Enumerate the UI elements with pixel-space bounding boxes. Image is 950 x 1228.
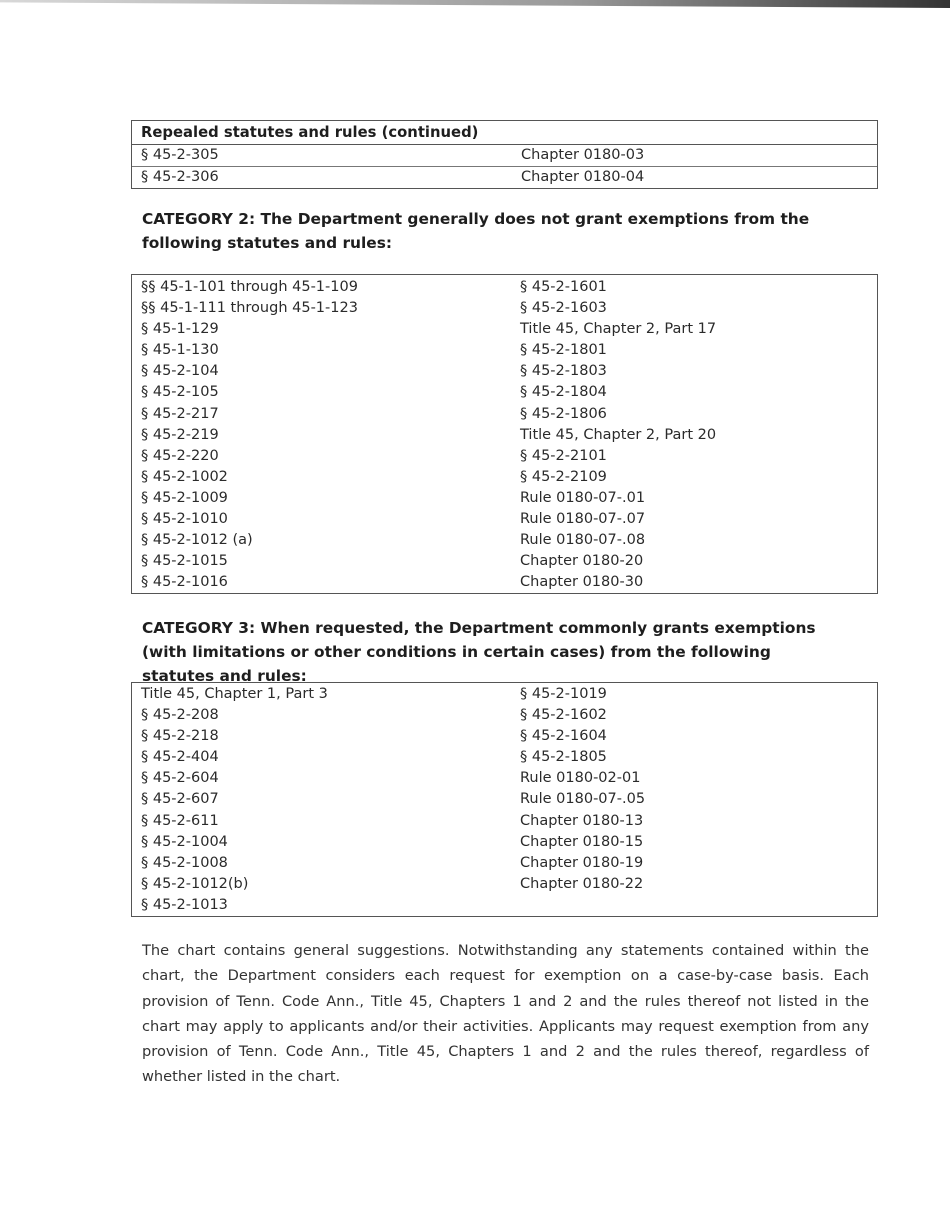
category3-table bbox=[131, 682, 878, 917]
table-cell bbox=[520, 895, 877, 916]
table-cell: § 45-2-305 bbox=[141, 147, 219, 163]
table-cell: § 45-2-1010 bbox=[141, 511, 228, 528]
table-row bbox=[132, 319, 877, 340]
table-cell: Title 45, Chapter 2, Part 17 bbox=[520, 321, 717, 338]
table-cell: Rule 0180-07-.01 bbox=[520, 489, 646, 506]
table-row bbox=[132, 572, 877, 593]
table-cell: § 45-2-1602 bbox=[520, 707, 607, 724]
table-row bbox=[132, 530, 877, 551]
table-cell: § 45-1-129 bbox=[141, 321, 219, 338]
table-cell: § 45-2-220 bbox=[141, 447, 219, 464]
table-cell: Chapter 0180-04 bbox=[521, 169, 645, 185]
table-cell: Chapter 0180-20 bbox=[520, 553, 644, 570]
table-row bbox=[132, 340, 877, 361]
table-cell: § 45-2-208 bbox=[141, 707, 219, 724]
table-cell: § 45-2-219 bbox=[141, 426, 219, 443]
table-cell: § 45-2-607 bbox=[141, 791, 219, 808]
table-cell: § 45-1-130 bbox=[141, 342, 219, 359]
table-cell: § 45-2-1004 bbox=[141, 833, 228, 850]
scan-edge-shadow bbox=[0, 0, 950, 8]
table-cell: § 45-2-105 bbox=[141, 384, 219, 401]
table-row bbox=[132, 832, 877, 853]
table-cell: Chapter 0180-15 bbox=[520, 833, 644, 850]
table-cell: § 45-2-2109 bbox=[520, 468, 607, 485]
table-cell: Rule 0180-02-01 bbox=[520, 770, 641, 787]
table-cell: § 45-2-604 bbox=[141, 770, 219, 787]
table-row bbox=[132, 404, 877, 425]
table-cell: § 45-2-1806 bbox=[520, 405, 607, 422]
table-cell: § 45-2-1016 bbox=[141, 574, 228, 591]
table-cell: § 45-2-1803 bbox=[520, 363, 607, 380]
table-cell: Chapter 0180-13 bbox=[520, 812, 644, 829]
table-row bbox=[132, 789, 877, 810]
table-cell: Chapter 0180-22 bbox=[520, 875, 644, 892]
table-cell: § 45-2-1002 bbox=[141, 468, 228, 485]
table-row bbox=[132, 874, 877, 895]
table-row bbox=[132, 747, 877, 768]
table-cell: Title 45, Chapter 1, Part 3 bbox=[141, 686, 328, 702]
table-row bbox=[132, 361, 877, 382]
table-cell: Rule 0180-07-.05 bbox=[520, 791, 646, 808]
table-row bbox=[132, 382, 877, 403]
table-cell: § 45-2-306 bbox=[141, 169, 219, 185]
table-cell: Rule 0180-07-.08 bbox=[520, 532, 646, 549]
category2-table bbox=[131, 274, 878, 594]
table-cell: Chapter 0180-03 bbox=[521, 147, 645, 163]
table-row bbox=[132, 488, 877, 509]
table-row bbox=[132, 705, 877, 726]
table-cell: Chapter 0180-19 bbox=[520, 854, 644, 871]
table-cell: § 45-2-218 bbox=[141, 728, 219, 745]
table-cell: § 45-2-1804 bbox=[520, 384, 607, 401]
table-row bbox=[132, 551, 877, 572]
table-cell: § 45-2-1008 bbox=[141, 854, 228, 871]
table-cell: §§ 45-1-101 through 45-1-109 bbox=[141, 279, 358, 295]
table-cell: § 45-2-104 bbox=[141, 363, 219, 380]
table-cell: Rule 0180-07-.07 bbox=[520, 511, 646, 528]
repealed-table bbox=[131, 120, 878, 189]
repealed-table-header: Repealed statutes and rules (continued) bbox=[132, 121, 877, 145]
table-cell: § 45-2-1015 bbox=[141, 553, 228, 570]
table-cell: § 45-2-1801 bbox=[520, 342, 607, 359]
table-row bbox=[132, 768, 877, 789]
category3-heading: CATEGORY 3: When requested, the Department commonly grants exemptions (with limitations or other conditions in certain cases) from the following statutes and rules: bbox=[142, 619, 816, 685]
table-cell: § 45-2-404 bbox=[141, 749, 219, 766]
table-cell: § 45-2-1019 bbox=[520, 686, 607, 702]
table-cell: Chapter 0180-30 bbox=[520, 574, 644, 591]
table-row bbox=[132, 425, 877, 446]
table-cell: § 45-2-611 bbox=[141, 812, 219, 829]
table-row bbox=[132, 853, 877, 874]
table-cell: Title 45, Chapter 2, Part 20 bbox=[520, 426, 717, 443]
table-row bbox=[132, 467, 877, 488]
table-row bbox=[132, 509, 877, 530]
table-row bbox=[132, 277, 877, 298]
table-cell: § 45-2-217 bbox=[141, 405, 219, 422]
table-cell: §§ 45-1-111 through 45-1-123 bbox=[141, 300, 358, 317]
table-row bbox=[132, 298, 877, 319]
table-cell: § 45-2-1012 (a) bbox=[141, 532, 253, 549]
table-row bbox=[132, 684, 877, 705]
table-cell: § 45-2-1604 bbox=[520, 728, 607, 745]
table-row bbox=[132, 166, 877, 188]
table-cell: § 45-2-1603 bbox=[520, 300, 607, 317]
table-cell: § 45-2-1601 bbox=[520, 279, 607, 295]
table-row bbox=[132, 726, 877, 747]
table-row bbox=[132, 145, 877, 166]
table-cell: § 45-2-1013 bbox=[141, 896, 228, 913]
table-cell: § 45-2-2101 bbox=[520, 447, 607, 464]
table-cell: § 45-2-1009 bbox=[141, 489, 228, 506]
table-row bbox=[132, 811, 877, 832]
table-cell: § 45-2-1012(b) bbox=[141, 875, 249, 892]
table-row bbox=[132, 895, 877, 916]
table-row bbox=[132, 446, 877, 467]
table-cell: § 45-2-1805 bbox=[520, 749, 607, 766]
category2-heading: CATEGORY 2: The Department generally does not grant exemptions from the following statutes and rules: bbox=[142, 210, 810, 252]
chart-note-paragraph: The chart contains general suggestions. Notwithstanding any statements contained within the chart, the Department considers each request for exemption on a case-by-case basis. Each provision of Tenn. Code Ann., Title 45, Chapters 1 and 2 and the rules thereof not listed in the chart may apply to applicants and/or their activities. Applicants may request exemption from any provision of Tenn. Code Ann., Title 45, Chapters 1 and 2 and the rules thereof, regardless of whether listed in the chart. bbox=[142, 942, 869, 1086]
